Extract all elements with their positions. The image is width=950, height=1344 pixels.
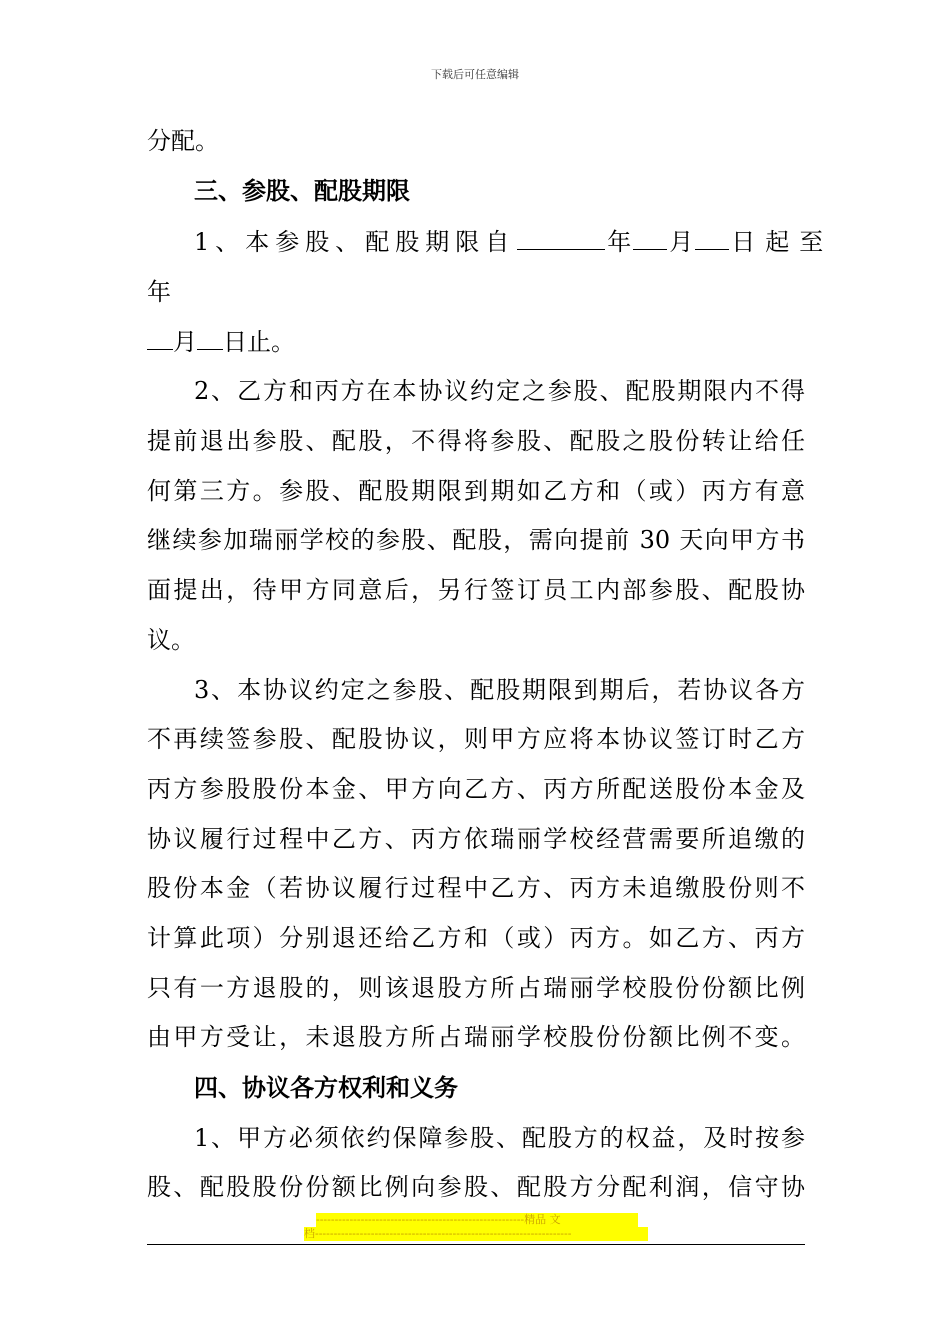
month-blank bbox=[633, 227, 667, 250]
paragraph-line: 继续参加瑞丽学校的参股、配股，需向提前 30 天向甲方书 bbox=[147, 526, 805, 554]
day-blank bbox=[695, 227, 729, 250]
end-day-blank bbox=[197, 327, 223, 350]
paragraph-line: 1、甲方必须依约保障参股、配股方的权益，及时按参 bbox=[194, 1124, 805, 1152]
section-heading-3: 三、参股、配股期限 bbox=[194, 177, 410, 205]
paragraph-line: 不再续签参股、配股协议，则甲方应将本协议签订时乙方 bbox=[147, 725, 805, 753]
paragraph-line: 股份本金（若协议履行过程中乙方、丙方未追缴股份则不 bbox=[147, 874, 805, 902]
term-clause-line bbox=[147, 227, 834, 257]
footer-watermark-line1: --------------------------------------------------------精品 文 bbox=[316, 1213, 638, 1227]
paragraph-line: 计算此项）分别退还给乙方和（或）丙方。如乙方、丙方 bbox=[147, 924, 805, 952]
footer-watermark-line2: 档--------------------------------------------------------------------- bbox=[304, 1227, 648, 1241]
page-header: 下载后可任意编辑 bbox=[431, 68, 519, 81]
paragraph-line: 分配。 bbox=[147, 127, 219, 155]
paragraph-line: 面提出，待甲方同意后，另行签订员工内部参股、配股协 bbox=[147, 576, 805, 604]
paragraph-line: 由甲方受让，未退股方所占瑞丽学校股份份额比例不变。 bbox=[147, 1023, 805, 1051]
end-month-label: 月 bbox=[173, 328, 197, 356]
term-clause-end: 日起至 bbox=[731, 228, 834, 256]
paragraph-line: 协议履行过程中乙方、丙方依瑞丽学校经营需要所追缴的 bbox=[147, 825, 805, 853]
end-day-label: 日止。 bbox=[223, 328, 295, 356]
year-line: 年 bbox=[147, 278, 171, 306]
paragraph-line: 何第三方。参股、配股期限到期如乙方和（或）丙方有意 bbox=[147, 477, 805, 505]
end-month-blank bbox=[147, 327, 173, 350]
paragraph-line: 提前退出参股、配股，不得将参股、配股之股份转让给任 bbox=[147, 427, 805, 455]
year-label: 年 bbox=[607, 228, 632, 256]
year-blank bbox=[517, 227, 605, 250]
month-day-line bbox=[147, 327, 805, 357]
paragraph-line: 股、配股股份份额比例向参股、配股方分配利润，信守协 bbox=[147, 1173, 805, 1201]
paragraph-line: 只有一方退股的，则该退股方所占瑞丽学校股份份额比例 bbox=[147, 974, 805, 1002]
section-heading-4: 四、协议各方权利和义务 bbox=[194, 1074, 458, 1102]
footer-divider bbox=[147, 1244, 805, 1245]
paragraph-line: 3、本协议约定之参股、配股期限到期后，若协议各方 bbox=[194, 676, 805, 704]
month-label: 月 bbox=[669, 228, 694, 256]
paragraph-line: 丙方参股股份本金、甲方向乙方、丙方所配送股份本金及 bbox=[147, 775, 805, 803]
term-clause-text: 1、本参股、配股期限自 bbox=[194, 228, 516, 256]
paragraph-line: 2、乙方和丙方在本协议约定之参股、配股期限内不得 bbox=[194, 377, 805, 405]
paragraph-line: 议。 bbox=[147, 626, 195, 654]
